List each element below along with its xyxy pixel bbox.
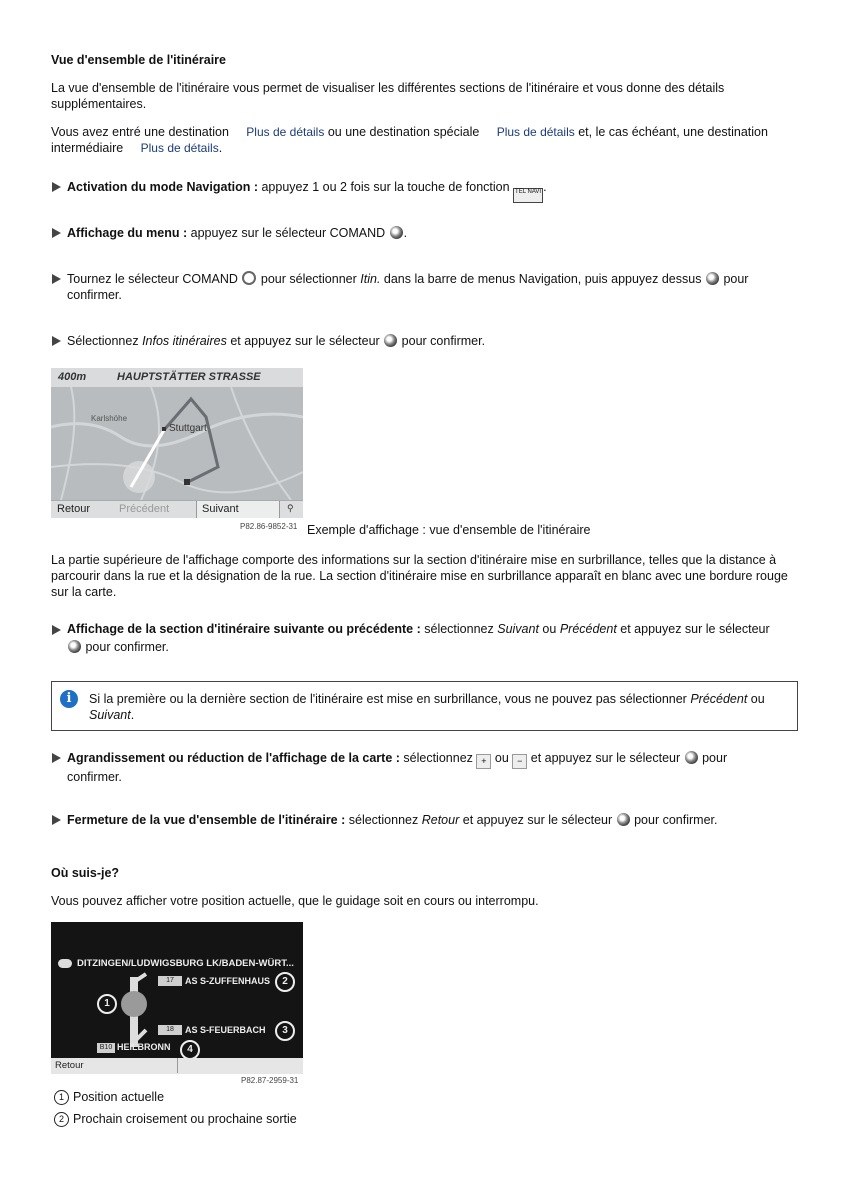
more-details-link[interactable]: Plus de détails	[246, 125, 325, 139]
legend-text: Position actuelle	[73, 1090, 165, 1104]
step-text: sélectionnez	[403, 751, 473, 765]
step-text: confirmer.	[67, 288, 122, 302]
zoom-in-icon: +	[476, 754, 491, 769]
callout-1: 1	[97, 994, 117, 1014]
step-text: pour confirmer.	[401, 334, 486, 348]
text: intermédiaire	[51, 141, 124, 155]
exit-label: AS S-FEUERBACH	[185, 1025, 266, 1035]
step-italic: Suivant	[497, 622, 539, 636]
comand-press-icon	[617, 813, 630, 826]
step-label: Agrandissement ou réduction de l'affichage de la carte :	[67, 751, 400, 765]
comand-rotate-icon	[242, 271, 256, 285]
bullet-arrow-icon	[52, 182, 61, 192]
description-paragraph: La partie supérieure de l'affichage comporte des informations sur la section d'itinéraire mise en surbrillance, telles que la distance à parcourir dans la rue et la désignation de la rue. La section d'itinéraire mise en surbrillance apparaît en blanc avec une bordure rouge sur la carte.	[51, 553, 788, 599]
step-activation: Activation du mode Navigation : appuyez 1 ou 2 fois sur la touche de fonction TEL NAVI .	[67, 179, 547, 203]
map-city-label: Stuttgart	[169, 423, 207, 434]
step-text: pour	[723, 272, 749, 286]
text-italic: Précédent	[690, 692, 748, 706]
step-select-infos	[67, 333, 485, 349]
zoom-icon[interactable]: ⚲	[287, 503, 294, 513]
junction-diagram	[51, 922, 303, 1058]
step-label: Activation du mode Navigation :	[67, 180, 258, 194]
bullet-arrow-icon	[52, 274, 61, 284]
bullet-arrow-icon	[52, 753, 61, 763]
bullet-arrow-icon	[52, 228, 61, 238]
text: ou	[750, 692, 765, 706]
screen-menu-bar	[51, 500, 303, 518]
text: ou une destination spéciale	[327, 125, 480, 139]
text: et, le cas échéant, une destination	[578, 125, 768, 139]
comand-press-icon	[384, 334, 397, 347]
step-label: Affichage du menu :	[67, 226, 188, 240]
section-title: Vue d'ensemble de l'itinéraire	[51, 53, 226, 67]
previous-button[interactable]: Précédent	[119, 503, 170, 515]
step-menu: Affichage du menu : appuyez sur le sélecteur COMAND .	[67, 226, 408, 240]
next-button[interactable]: Suivant	[202, 503, 239, 515]
region-header: DITZINGEN/LUDWIGSBURG LK/BADEN-WÜRT...	[77, 958, 294, 969]
step-text: ou	[494, 751, 509, 765]
more-details-link[interactable]: Plus de détails	[140, 141, 219, 155]
section-title: Où suis-je?	[51, 866, 120, 880]
distance-label: 400m	[58, 371, 87, 383]
step-text: et appuyez sur le sélecteur	[230, 334, 380, 348]
route-overview-screenshot	[51, 368, 303, 518]
text: Si la première ou la dernière section de l'itinéraire est mise en surbrillance, vous ne pouvez pas sélectionner	[89, 692, 687, 706]
step-italic: Retour	[421, 813, 460, 827]
screen-menu-bar	[51, 1058, 303, 1074]
callout-4: 4	[180, 1040, 200, 1060]
comand-press-icon	[68, 640, 81, 653]
step-text: et appuyez sur le sélecteur	[530, 751, 681, 765]
step-close	[67, 812, 717, 828]
bullet-arrow-icon	[52, 625, 61, 635]
step-italic: Précédent	[559, 622, 617, 636]
callout-3: 3	[275, 1021, 295, 1041]
step-text: et appuyez sur le sélecteur	[462, 813, 613, 827]
legend-text: Prochain croisement ou prochaine sortie	[73, 1112, 297, 1126]
step-text: pour	[702, 751, 728, 765]
street-label: HAUPTSTÄTTER STRASSE	[117, 371, 261, 383]
road-destination: HEILBRONN	[117, 1042, 171, 1052]
step-text: sélectionnez	[424, 622, 494, 636]
info-note-box	[51, 681, 798, 731]
figure-ref: P82.87-2959-31	[241, 1076, 299, 1085]
figure-ref: P82.86-9852-31	[240, 522, 298, 531]
step-text: et appuyez sur le sélecteur	[620, 622, 770, 636]
step-text: sélectionnez	[348, 813, 419, 827]
step-text: appuyez sur le sélecteur COMAND	[190, 226, 386, 240]
section-text: Vous pouvez afficher votre position actuelle, que le guidage soit en cours ou interrompu.	[51, 894, 539, 908]
step-zoom	[67, 750, 797, 785]
back-button[interactable]: Retour	[57, 503, 91, 515]
comand-press-icon	[706, 272, 719, 285]
legend-number: 1	[54, 1090, 69, 1105]
tel-navi-key-icon: TEL NAVI	[513, 188, 543, 203]
comand-press-icon	[685, 751, 698, 764]
step-italic: Itin.	[360, 272, 381, 286]
destination-paragraph	[51, 124, 811, 156]
zoom-out-icon: −	[512, 754, 527, 769]
step-text: Sélectionnez	[67, 334, 139, 348]
exit-badge: 18	[158, 1025, 182, 1035]
back-button[interactable]: Retour	[55, 1060, 84, 1071]
legend-number: 2	[54, 1112, 69, 1127]
where-am-i-screenshot	[51, 922, 303, 1074]
exit-badge: 17	[158, 976, 182, 986]
info-text	[89, 691, 789, 723]
text-italic: Suivant	[89, 708, 131, 722]
step-text: Tournez le sélecteur COMAND	[67, 272, 238, 286]
map-place-label: Karlshöhe	[91, 414, 128, 423]
text: .	[130, 708, 135, 722]
comand-press-icon	[390, 226, 403, 239]
step-text: pour confirmer.	[85, 640, 169, 654]
map-area	[51, 387, 303, 500]
step-label: Fermeture de la vue d'ensemble de l'itinéraire :	[67, 813, 346, 827]
figure-caption: Exemple d'affichage : vue d'ensemble de l'itinéraire	[307, 523, 591, 537]
more-details-link[interactable]: Plus de détails	[496, 125, 575, 139]
road-badge: B10	[97, 1043, 115, 1053]
text: Vous avez entré une destination	[51, 125, 229, 139]
legend-item	[54, 1112, 297, 1127]
info-icon: i	[60, 690, 78, 708]
step-italic: Infos itinéraires	[142, 334, 227, 348]
step-turn	[67, 271, 797, 303]
step-text: appuyez 1 ou 2 fois sur la touche de fonction	[261, 180, 510, 194]
step-text: confirmer.	[67, 770, 122, 784]
step-text: ou	[542, 622, 557, 636]
step-text: dans la barre de menus Navigation, puis appuyez dessus	[383, 272, 702, 286]
bullet-arrow-icon	[52, 815, 61, 825]
intro-paragraph: La vue d'ensemble de l'itinéraire vous permet de visualiser les différentes sections de l'itinéraire et vous donne des détails supplémentaires.	[51, 81, 725, 111]
legend-item	[54, 1090, 164, 1105]
step-label: Affichage de la section d'itinéraire suivante ou précédente :	[67, 622, 421, 636]
callout-2: 2	[275, 972, 295, 992]
screen-header	[51, 368, 303, 387]
step-text: pour sélectionner	[260, 272, 357, 286]
text: .	[218, 141, 223, 155]
step-text: pour confirmer.	[634, 813, 718, 827]
step-next-prev	[67, 620, 797, 656]
exit-label: AS S-ZUFFENHAUS	[185, 976, 270, 986]
bullet-arrow-icon	[52, 336, 61, 346]
